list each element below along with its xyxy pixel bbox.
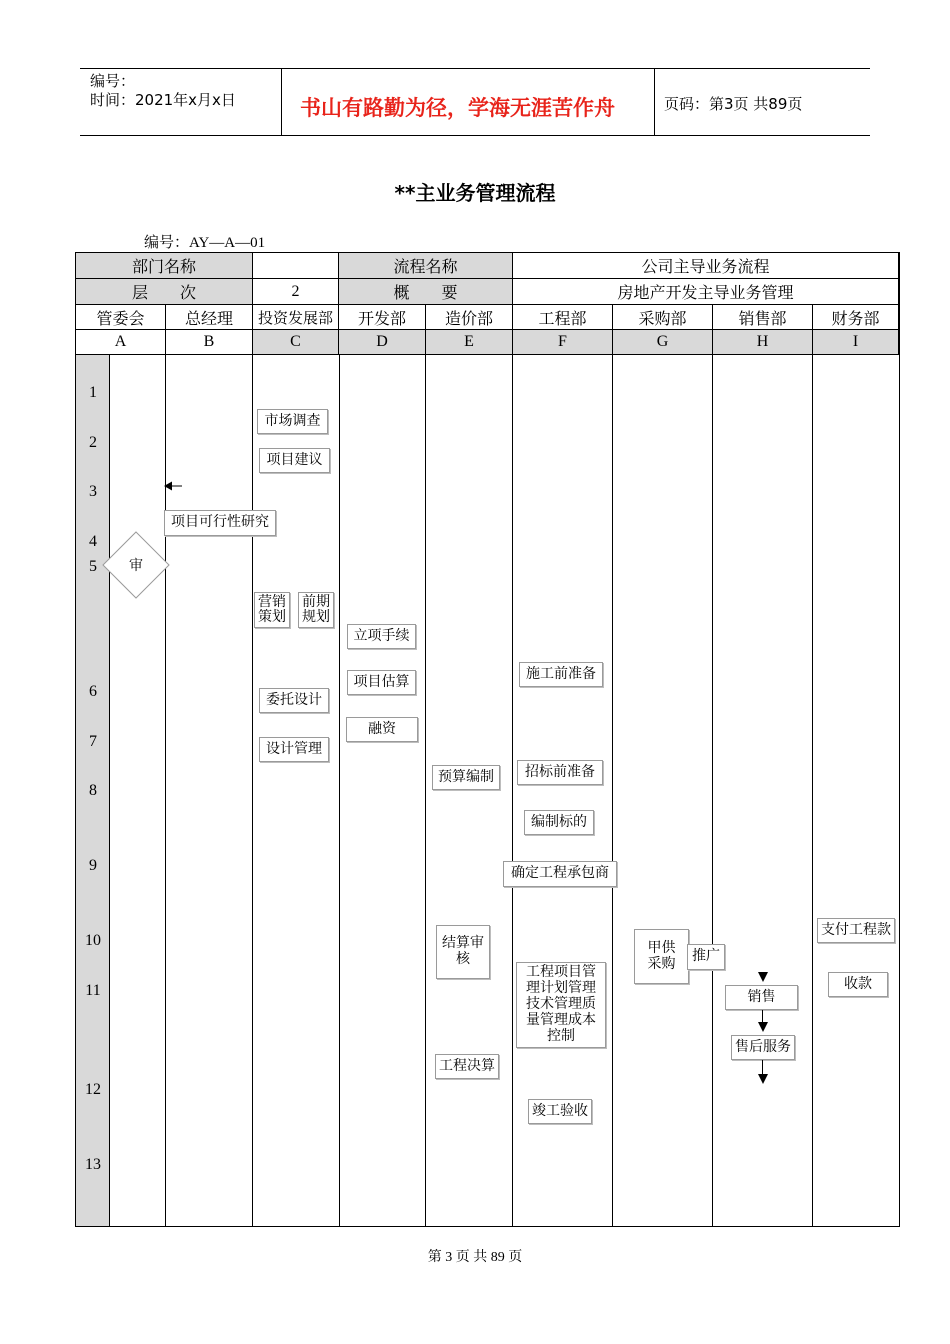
final-accounts-box: 工程决算 <box>435 1054 499 1079</box>
dept-name-value <box>253 253 339 279</box>
header-divider <box>654 68 655 136</box>
sales-box: 销售 <box>725 985 798 1010</box>
lane-divider <box>425 355 426 1226</box>
lane-divider <box>812 355 813 1226</box>
review-label: 审 <box>129 559 143 574</box>
budget-preparation-box: 预算编制 <box>432 765 500 790</box>
header-number-label: 编号： <box>90 72 136 90</box>
connector-line <box>762 1060 763 1074</box>
completion-acceptance-box: 竣工验收 <box>528 1099 592 1124</box>
lane-divider <box>712 355 713 1226</box>
lane-divider <box>612 355 613 1226</box>
header-top-rule <box>80 68 870 69</box>
column-letter: D <box>339 330 426 355</box>
column-letter: E <box>426 330 513 355</box>
row-number: 4 <box>89 533 97 550</box>
market-survey-box: 市场调查 <box>257 409 328 434</box>
dept-header: 开发部 <box>339 305 426 330</box>
design-commission-box: 委托设计 <box>259 688 329 713</box>
row-number: 3 <box>89 483 97 500</box>
column-letter: F <box>513 330 613 355</box>
dept-header: 采购部 <box>613 305 713 330</box>
header-time-label: 时间：2021年x月x日 <box>90 91 236 109</box>
lane-divider <box>252 355 253 1226</box>
tender-document-box: 编制标的 <box>524 810 594 835</box>
summary-value: 房地产开发主导业务管理 <box>513 279 899 305</box>
row-number: 12 <box>85 1081 101 1098</box>
dept-header: 销售部 <box>713 305 813 330</box>
down-arrow-icon <box>758 1022 768 1032</box>
project-proposal-box: 项目建议 <box>259 448 330 473</box>
column-letter: B <box>166 330 253 355</box>
project-estimate-box: 项目估算 <box>347 670 416 695</box>
process-name-value: 公司主导业务流程 <box>513 253 899 279</box>
row-number: 9 <box>89 857 97 874</box>
after-sales-box: 售后服务 <box>731 1035 795 1060</box>
column-letter: A <box>76 330 166 355</box>
column-letter: C <box>253 330 339 355</box>
process-name-label: 流程名称 <box>339 253 513 279</box>
page-footer: 第 3 页 共 89 页 <box>427 1250 523 1265</box>
early-planning-box: 前期规划 <box>298 592 334 628</box>
row-number: 2 <box>89 434 97 451</box>
dept-header: 造价部 <box>426 305 513 330</box>
design-management-box: 设计管理 <box>259 737 329 762</box>
level-label: 层 次 <box>76 279 253 305</box>
project-management-box: 工程项目管理计划管理技术管理质量管理成本控制 <box>516 962 606 1048</box>
row-number: 13 <box>85 1156 101 1173</box>
level-value: 2 <box>253 279 339 305</box>
dept-header: 工程部 <box>513 305 613 330</box>
dept-header: 财务部 <box>813 305 899 330</box>
header-divider <box>281 68 282 136</box>
promotion-box: 推广 <box>687 944 725 970</box>
row-number: 11 <box>85 982 101 999</box>
row-number: 1 <box>89 384 97 401</box>
page-title: **主业务管理流程 <box>394 181 556 205</box>
dept-header: 投资发展部 <box>253 305 339 330</box>
connector-line <box>762 1010 763 1022</box>
financing-box: 融资 <box>346 717 418 742</box>
dept-header: 管委会 <box>76 305 166 330</box>
contractor-selection-box: 确定工程承包商 <box>503 861 617 887</box>
header-page-label: 页码：第3页 共89页 <box>664 95 803 113</box>
lane-divider <box>109 355 110 1226</box>
owner-supply-box: 甲供采购 <box>634 929 689 984</box>
column-letter: H <box>713 330 813 355</box>
row-number: 5 <box>89 558 97 575</box>
header-bottom-rule <box>80 135 870 136</box>
pay-progress-box: 支付工程款 <box>817 918 895 943</box>
down-arrow-icon <box>758 972 768 982</box>
lane-divider <box>339 355 340 1226</box>
doc-number: 编号：AY—A—01 <box>144 235 266 251</box>
row-number: 10 <box>85 932 101 949</box>
row-number: 6 <box>89 683 97 700</box>
settlement-review-box: 结算审核 <box>436 925 490 979</box>
column-letter: I <box>813 330 899 355</box>
collection-box: 收款 <box>828 972 888 997</box>
down-arrow-icon <box>758 1074 768 1084</box>
tender-preparation-box: 招标前准备 <box>517 760 603 785</box>
pre-construction-box: 施工前准备 <box>519 662 603 687</box>
lane-divider <box>512 355 513 1226</box>
dept-header: 总经理 <box>166 305 253 330</box>
row-number: 8 <box>89 782 97 799</box>
feasibility-study-box: 项目可行性研究 <box>164 510 276 536</box>
project-approval-box: 立项手续 <box>347 624 416 649</box>
summary-label: 概 要 <box>339 279 513 305</box>
left-arrow-icon <box>164 480 184 492</box>
dept-name-label: 部门名称 <box>76 253 253 279</box>
process-table <box>75 252 900 1227</box>
column-letter: G <box>613 330 713 355</box>
header-motto: 书山有路勤为径，学海无涯苦作舟 <box>300 96 615 120</box>
row-number: 7 <box>89 733 97 750</box>
marketing-plan-box: 营销策划 <box>254 592 290 628</box>
